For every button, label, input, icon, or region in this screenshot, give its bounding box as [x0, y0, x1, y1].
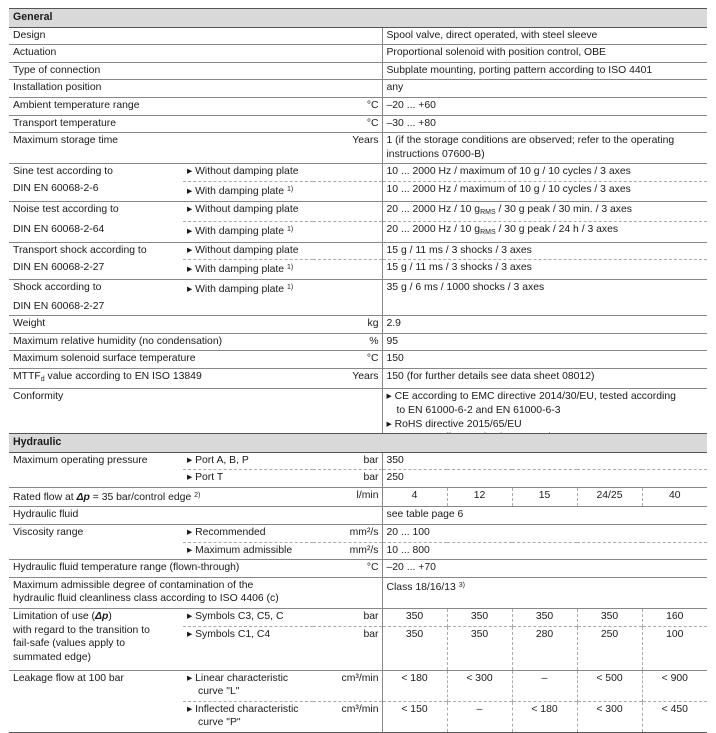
table-row: DIN EN 60068-2-27 ▸ With damping plate $^{1)}$ 15 g / 11 ms / 3 shocks / 3 axes: [9, 260, 707, 280]
table-row: Actuation Proportional solenoid with position control, OBE: [9, 45, 707, 63]
table-row: Leakage flow at 100 bar ▸ Linear characteristic curve "L" cm³/min < 180 < 300 – < 500 < 900: [9, 670, 707, 701]
table-row: $MTTF_d$ value according to EN ISO 13849 Years 150 (for further details see data sheet 08012): [9, 368, 707, 389]
table-row: ▸ Symbols C1, C4 bar 350 350 280 250 100: [9, 626, 707, 670]
table-row: Maximum relative humidity (no condensation) % 95: [9, 333, 707, 351]
table-row: Ambient temperature range °C –20 ... +60: [9, 97, 707, 115]
hydraulic-header: [9, 434, 707, 453]
hydraulic-table: [9, 433, 707, 733]
table-row: Limitation of use (Δp) with regard to the transition to fail-safe (values apply to summated edge) ▸ Symbols C3, C5, C bar 350 350 350 350 160: [9, 608, 707, 626]
general-title: General: [9, 9, 707, 28]
table-row: Conformity ▸ CE according to EMC directive 2014/30/EU, tested according to EN 61000-6-2 and EN 61000-6-3 ▸ RoHS directive 2015/65/EU: [9, 389, 707, 447]
table-row: Maximum admissible degree of contamination of the hydraulic fluid cleanliness class according to ISO 4406 (c) Class 18/16/13 $^{3)}$: [9, 577, 707, 608]
table-row: Maximum operating pressure ▸ Port A, B, P bar 350: [9, 452, 707, 470]
hydraulic-title: Hydraulic: [9, 434, 707, 453]
table-row: Transport temperature °C –30 ... +80: [9, 115, 707, 133]
table-row: ▸ Port T bar 250: [9, 470, 707, 488]
table-row: Noise test according to ▸ Without damping plate 20 ... 2000 Hz / 10 $g_{RMS} / 30$ g peak / 30 min. / 3 axes: [9, 201, 707, 222]
table-row: ▸ Maximum admissible mm²/s 10 ... 800: [9, 542, 707, 560]
table-row: Type of connection Subplate mounting, porting pattern according to ISO 4401: [9, 62, 707, 80]
general-header: [9, 9, 707, 28]
table-row: Installation position any: [9, 80, 707, 98]
table-row: Design Spool valve, direct operated, with steel sleeve: [9, 27, 707, 45]
table-row: Shock according to ▸ With damping plate $^{1)}$ 35 g / 6 ms / 1000 shocks / 3 axes: [9, 279, 707, 298]
table-row: Hydraulic fluid see table page 6: [9, 507, 707, 525]
table-row: Maximum storage time Years 1 (if the storage conditions are observed; refer to the operating instructions 07600-B): [9, 133, 707, 164]
table-row: Rated flow at Δp = 35 bar/control edge $^{2)}$ l/min 4 12 15 24/25 40: [9, 487, 707, 507]
table-row: DIN EN 60068-2-27: [9, 299, 707, 316]
table-row: Weight kg 2.9: [9, 316, 707, 334]
table-row: DIN EN 60068-2-6 ▸ With damping plate $^{1)}$ 10 ... 2000 Hz / maximum of 10 g / 10 cycles / 3 axes: [9, 181, 707, 201]
table-row: DIN EN 60068-2-64 ▸ With damping plate $^{1)}$ 20 ... 2000 Hz / 10 $g_{RMS} / 30$ g peak / 24 h / 3 axes: [9, 222, 707, 243]
table-row: Hydraulic fluid temperature range (flown-through) °C –20 ... +70: [9, 560, 707, 578]
table-row: Sine test according to ▸ Without damping plate 10 ... 2000 Hz / maximum of 10 g / 10 cycles / 3 axes: [9, 164, 707, 182]
table-row: Transport shock according to ▸ Without damping plate 15 g / 11 ms / 3 shocks / 3 axes: [9, 242, 707, 260]
table-row: Viscosity range ▸ Recommended mm²/s 20 ... 100: [9, 524, 707, 542]
table-row: Maximum solenoid surface temperature °C 150: [9, 351, 707, 369]
general-table: [9, 8, 707, 448]
table-row: ▸ Inflected characteristic curve "P" cm³/min < 150 – < 180 < 300 < 450: [9, 701, 707, 732]
